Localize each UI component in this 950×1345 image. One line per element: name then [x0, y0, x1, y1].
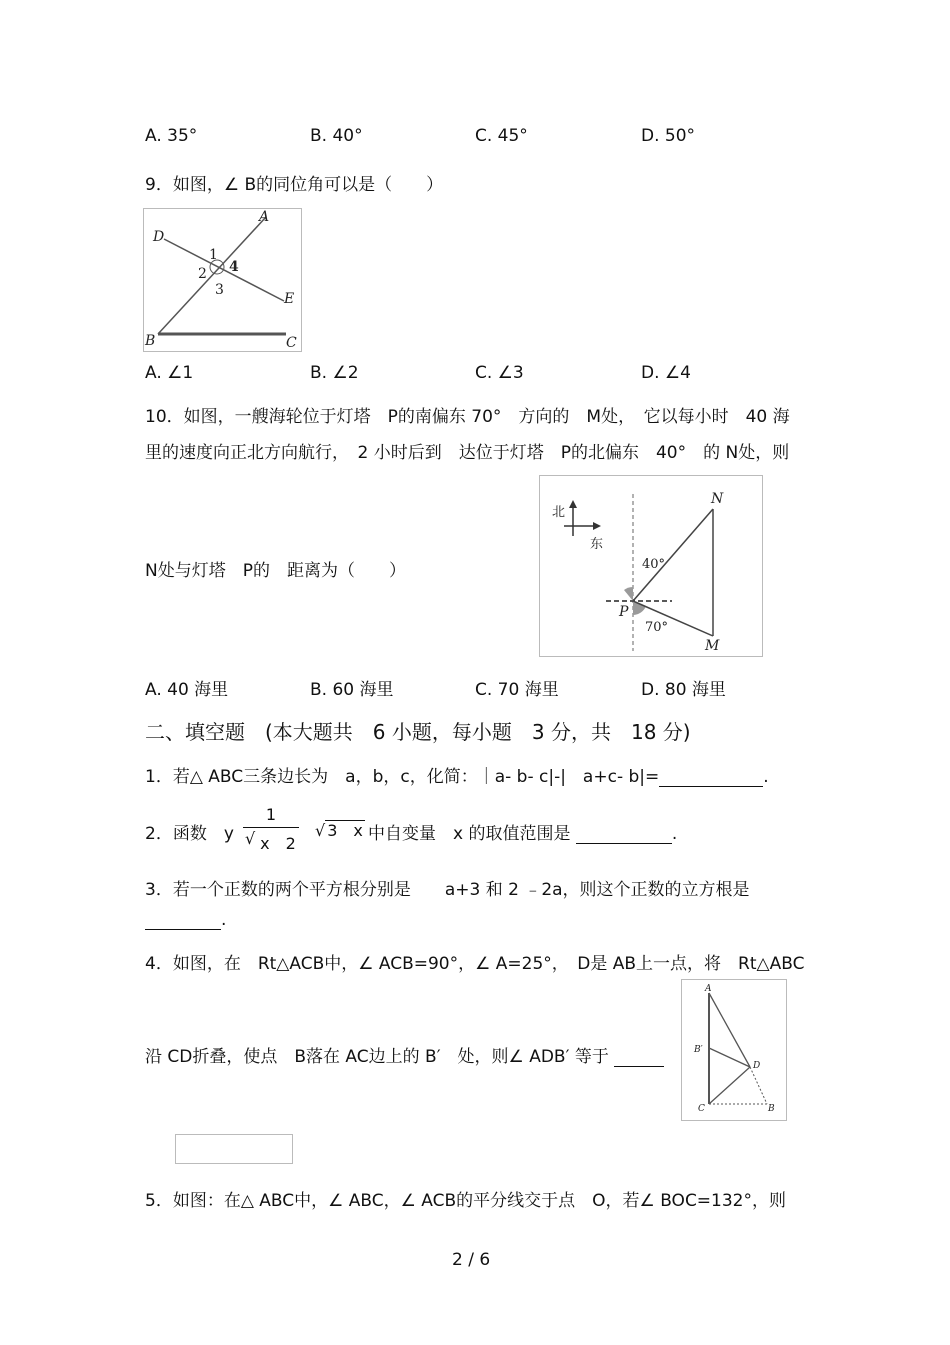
label-north: 北: [552, 505, 566, 520]
q10-option-a: A. 40 海里: [145, 680, 229, 700]
q9-option-d: D. ∠4: [641, 363, 691, 383]
fill-q4-line1: 4．如图，在 Rt△ACB中，∠ ACB=90°，∠ A=25°， D是 AB上一点，将 Rt△ABC: [145, 954, 805, 974]
label-a: A: [705, 984, 712, 994]
fill-q1-blank: [659, 786, 763, 787]
label-a: A: [259, 209, 270, 225]
line-pn: [633, 509, 713, 601]
sqrt-sign-2: √: [315, 821, 326, 840]
q9-stem: 9．如图，∠ B的同位角可以是（ ）: [145, 175, 444, 195]
q4-figure: [681, 979, 787, 1121]
angle-40-shade: [624, 587, 633, 601]
line-cd: [709, 1067, 750, 1104]
sqrt-sign: √: [245, 829, 256, 848]
label-40-degrees: 40°: [642, 557, 666, 572]
label-angle-1: 1: [209, 247, 218, 263]
root-radicand: 3 x: [327, 821, 363, 840]
label-d: D: [153, 229, 165, 245]
label-e: E: [284, 291, 295, 307]
fill-q3-line2: .: [145, 910, 226, 930]
compass-north-arrow: [569, 500, 577, 508]
fill-q4-blank: [614, 1066, 664, 1067]
fraction-denominator: x 2: [260, 834, 296, 853]
fill-q2-root: [315, 818, 365, 841]
q9-figure: [143, 208, 302, 352]
line-ad: [709, 993, 750, 1067]
q10-line2: 里的速度向正北方向航行， 2 小时后到 达位于灯塔 P的北偏东 40° 的 N处，则: [145, 443, 790, 463]
label-angle-2: 2: [198, 266, 207, 282]
q10-option-d: D. 80 海里: [641, 680, 726, 700]
q10-option-b: B. 60 海里: [310, 680, 394, 700]
fill-q2-fraction: [243, 805, 299, 854]
compass-east-arrow: [593, 522, 601, 530]
label-n: N: [711, 491, 724, 507]
fill-q5: 5．如图：在△ ABC中，∠ ABC，∠ ACB的平分线交于点 O，若∠ BOC=132°，则: [145, 1191, 787, 1211]
label-p: P: [619, 604, 629, 620]
q9-option-c: C. ∠3: [475, 363, 524, 383]
label-b-prime: B′: [694, 1045, 703, 1055]
fill-q3-blank: [145, 929, 221, 930]
q10-option-c: C. 70 海里: [475, 680, 559, 700]
fill-q2-suffix-line: 中自变量 x 的取值范围是 .: [368, 824, 678, 844]
label-m: M: [705, 638, 720, 654]
fill-q4-line2: [145, 1042, 664, 1067]
q4-diagram: [682, 980, 786, 1120]
q10-figure: [539, 475, 763, 657]
fill-q2-blank: [576, 843, 672, 844]
q8-option-c: C. 45°: [475, 126, 528, 146]
q8-option-d: D. 50°: [641, 126, 696, 146]
label-angle-4: 4: [229, 259, 239, 275]
page-number: 2 / 6: [452, 1250, 491, 1270]
line-db-dotted: [750, 1067, 767, 1104]
q9-option-b: B. ∠2: [310, 363, 359, 383]
line-b-prime-d: [709, 1048, 750, 1067]
q8-option-a: A. 35°: [145, 126, 198, 146]
fill-q4-text: 沿 CD折叠，使点 B落在 AC边上的 B′ 处，则∠ ADB′ 等于: [145, 1047, 609, 1067]
line-ba: [158, 217, 266, 334]
label-c: C: [698, 1104, 705, 1114]
q10-diagram: [540, 476, 762, 656]
q8-option-b: B. 40°: [310, 126, 363, 146]
label-b: B: [768, 1104, 775, 1114]
fill-q1: 1．若△ ABC三条边长为 a，b，c，化简：｜a- b- c|-| a+c- b|= .: [145, 767, 769, 787]
fill-q2-suffix: 中自变量 x 的取值范围是: [368, 824, 571, 844]
section-2-title: 二、填空题 (本大题共 6 小题，每小题 3 分，共 18 分): [145, 720, 691, 744]
fraction-numerator: 1: [265, 805, 277, 824]
q10-line3: N处与灯塔 P的 距离为（ ）: [145, 561, 406, 581]
label-east: 东: [590, 537, 604, 552]
label-d: D: [753, 1061, 761, 1071]
fill-q1-text: 1．若△ ABC三条边长为 a，b，c，化简：｜a- b- c|-| a+c- b|=: [145, 767, 660, 787]
q9-option-a: A. ∠1: [145, 363, 194, 383]
fill-q2-prefix: 2．函数 y: [145, 824, 234, 844]
fraction-denominator-wrap: [243, 827, 299, 854]
label-b: B: [145, 333, 156, 349]
fill-q3-line1: 3．若一个正数的两个平方根分别是 a+3 和 2 ﹣2a，则这个正数的立方根是: [145, 880, 750, 900]
line-de: [164, 239, 284, 301]
label-c: C: [286, 335, 297, 351]
answer-box[interactable]: [175, 1134, 293, 1164]
q9-diagram: [144, 209, 301, 351]
q10-line1: 10．如图，一艘海轮位于灯塔 P的南偏东 70° 方向的 M处， 它以每小时 40 海: [145, 407, 790, 427]
label-70-degrees: 70°: [645, 620, 669, 635]
label-angle-3: 3: [215, 282, 224, 298]
